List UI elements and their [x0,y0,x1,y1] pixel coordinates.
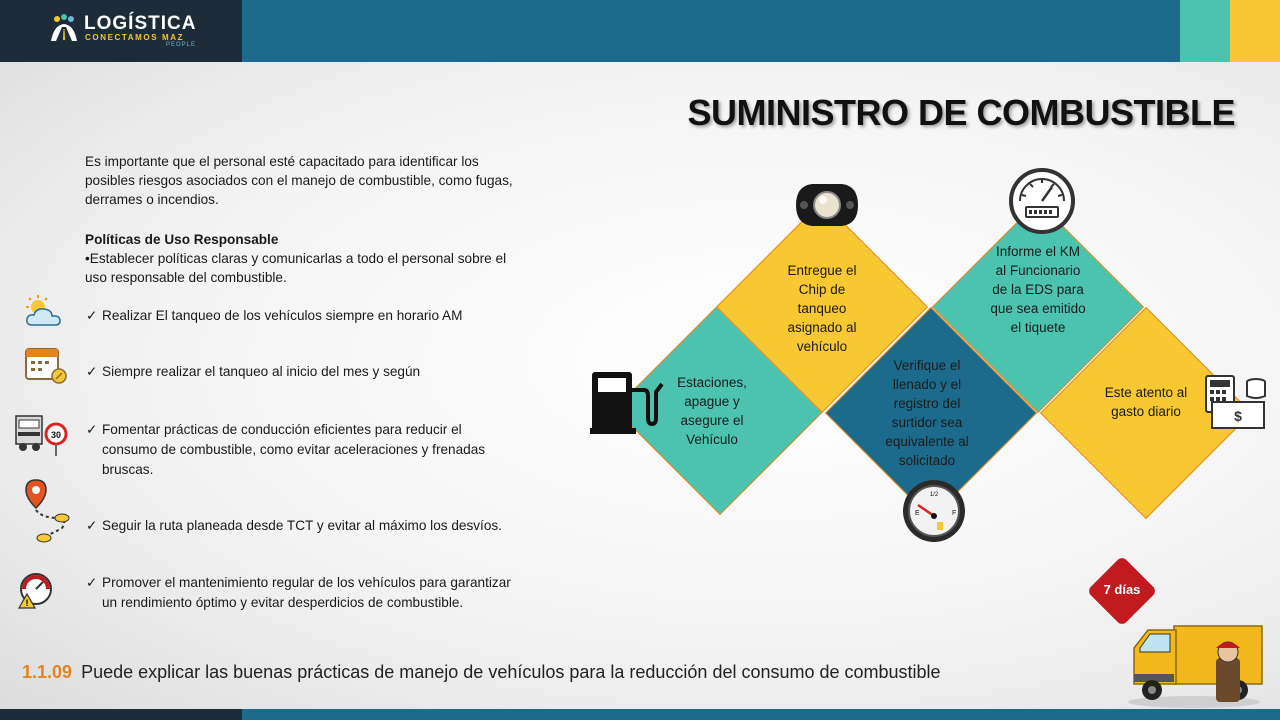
check-mark-icon: ✓ [86,364,98,379]
budget-calculator-icon [1204,374,1268,432]
competency-text: Puede explicar las buenas prácticas de manejo de vehículos para la reducción del consumo de combustible [81,662,941,682]
bullet-item-2 [86,362,516,382]
banner-blue-segment [242,0,1180,62]
check-mark-icon: ✓ [86,518,98,533]
calendar-icon [24,344,68,384]
bullet-text: Fomentar prácticas de conducción eficientes para reducir el consumo de combustible, como evitar aceleraciones y frenadas bruscas. [102,422,486,477]
intro-paragraph: Es importante que el personal esté capacitado para identificar los posibles riesgos asociados con el manejo de combustible, como fugas, derrames o incendios. [85,154,513,207]
odometer-icon [1008,167,1076,235]
gauge-empty-mark: E [915,510,920,517]
delivery-truck-illustration [1124,618,1266,710]
check-mark-icon: ✓ [86,308,98,323]
bullet-text: Seguir la ruta planeada desde TCT y evitar al máximo los desvíos. [102,518,502,533]
check-mark-icon: ✓ [86,422,98,437]
banner-yellow-segment [1230,0,1280,62]
truck-speed-sign-icon [14,410,70,456]
step-text-5: Este atento al gasto diario [1104,385,1188,419]
bottom-blue-segment [242,709,1280,720]
logo-tagline: CONECTAMOS MAZ [85,33,185,42]
step-text-2: Entregue el Chip de tanqueo asignado al vehículo [787,263,857,354]
bullet-item-3 [86,420,516,480]
logo-wordmark: LOGÍSTICA [84,13,197,34]
policy-heading: Políticas de Uso Responsable [85,232,279,247]
svg-text:!: ! [25,598,29,608]
step-text-1: Estaciones, apague y asegure el Vehículo [677,375,747,447]
policy-text: •Establecer políticas claras y comunicarlas a todo el personal sobre el uso responsable del combustible. [85,251,507,285]
fuel-gauge-icon [898,478,970,544]
competency-statement [22,662,941,683]
bullet-text: Siempre realizar el tanqueo al inicio del mes y según [102,364,421,379]
logo-mark-icon [48,13,80,45]
bullet-item-5 [86,573,516,613]
maintenance-gauge-warning-icon [16,572,56,610]
weather-sun-cloud-icon [22,294,66,330]
company-logo [48,11,238,51]
bullet-text: Promover el mantenimiento regular de los vehículos para garantizar un rendimiento óptimo y evitar desperdicios de combustible. [102,575,511,610]
logo-subtext: PEOPLE [166,42,197,48]
bullet-item-1 [86,306,516,326]
page-title: SUMINISTRO DE COMBUSTIBLE [687,92,1235,133]
bullet-item-4 [86,516,516,536]
fuel-pump-icon [588,368,668,436]
gauge-half-mark: 1/2 [929,492,939,498]
bullet-text: Realizar El tanqueo de los vehículos siempre en horario AM [102,308,463,323]
svg-text:30: 30 [50,430,62,440]
duration-badge: 7 días [1103,582,1141,597]
route-map-pin-icon [22,478,74,544]
banner-teal-segment [1180,0,1230,62]
svg-text:$: $ [1234,408,1242,424]
fuel-chip-icon [790,178,864,232]
check-mark-icon: ✓ [86,575,98,590]
top-banner [0,0,1280,62]
bottom-dark-segment [0,709,242,720]
competency-code: 1.1.09 [22,662,73,682]
step-text-4: Informe el KM al Funcionario de la EDS para que sea emitido el tiquete [990,244,1086,335]
step-text-3: Verifique el llenado y el registro del surtidor sea equivalente al solicitado [885,358,969,468]
policy-block [85,230,530,287]
bottom-banner [0,709,1280,720]
gauge-full-mark: F [952,510,957,517]
